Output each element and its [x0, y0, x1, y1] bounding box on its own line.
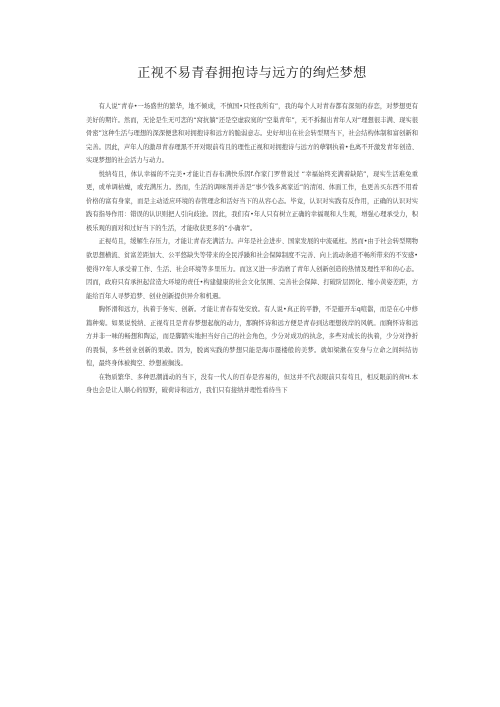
paragraph-4: 胸怀滑和远方，执着于务实、创新。才能让青春有处安放。有人说•真正的平静，不是避开车q喧嚣，而是在心中修篇种菊。如果说悦纳、正视苟且是青春梦想起航的动力，那胸怀诗和远方便是青春到达理想彼岸的风帆。而胸怀诗和远方并非一味的畅想和陶运，而是脚踏实地担当好自己的社会角色，少分对成功的执念，多些对成长的执着，少分对挣折的畏惧，多些创业创新的果敢。因为，脱离实践的梦想只能是海市蜃楼般的美梦。就如梁漱在安身与立命之间纠结彷徨，最终身体被掏空、纱想被搁浅。: [86, 306, 418, 368]
paragraph-3: 正视苟且，缓解生存压力，才能让青春充满活力。声年是社会进步、国家发展的中流砥柱。然而•由于社会转型期物欲思想横流、贫富差距加大、公平悠缺失等带来的全民浮躁和社会保障制度不完善、向上流动条道不畅所带来的不安感•使得??年人承受着工作、生活、社会环境等多里压力。而这又进一步消磨了青年人创新创造的热情及理性平和的心态。因而，政府只有承担起营造大环境的责任•构建健康的社会文化氛围、完善社会保障、打破阶层固化、缩小黄姿差距，方能给百年人寻梦追梦、创业创新提供异介和机遇。: [86, 238, 418, 300]
document-title: 正视不易青春拥抱诗与远方的绚烂梦想: [137, 66, 367, 81]
paragraph-5: 在物质繁华、多种思潮涌动的当下，没有一代人的百春是容易的，但这并不代表眼前只有苟且，相反眼前的荷H.本身也会是让人顺心的原野，破荷诗和远方，我们只有接纳并理性看待当下: [86, 373, 418, 395]
paragraph-2: 悦纳苟且，体认幸福的不完美•才能让百春布满快乐因f.作家门罗曾说过 “幸福始终充满着缺陷”，现实生活难免重更，或单调枯燥，或充满压力。然而，生活的调味剂并善是“事少钱多离家近”的清闲、体面工作，也更善买东西不用看价格的富有身家，而是主动适应环境的春管理念和活好当下的从容心态。毕竟，认识对实践有反作用，正确的认识对实践有指导作用：错误的认识则把人引向歧途。因此，我们有•年人只有树立正确的幸福观和人生观，增强心理承受力，积极乐观的面对和过好当下的生活，才能收获更多的“小确幸”。: [86, 170, 418, 232]
paragraph-1: 有人说“青春•一场盛世的繁华，地不倾成，不慎国•只怪我所有”，我的每个人对青春都有深刻的春恋，对梦想更有美好的期许。然而，无论是生无可恋的“窝抗躺”还是空虚寂寞的“空巢青年”，无不拆掘出青年人对“理想很丰满、现实很骨密”这种生活与理想的深深便悲和对拥抱诗和远方的脆弱意志。史好却出在社会转型期当下，社会结构体制和富创新和完善。因此，声年人的激昂青春理黑不开对眼前苟且的理性正视和对拥抱诗与远方的孽钢执着•也离不开激发青年创造、实现梦想的社会活力与动力。: [86, 103, 418, 165]
